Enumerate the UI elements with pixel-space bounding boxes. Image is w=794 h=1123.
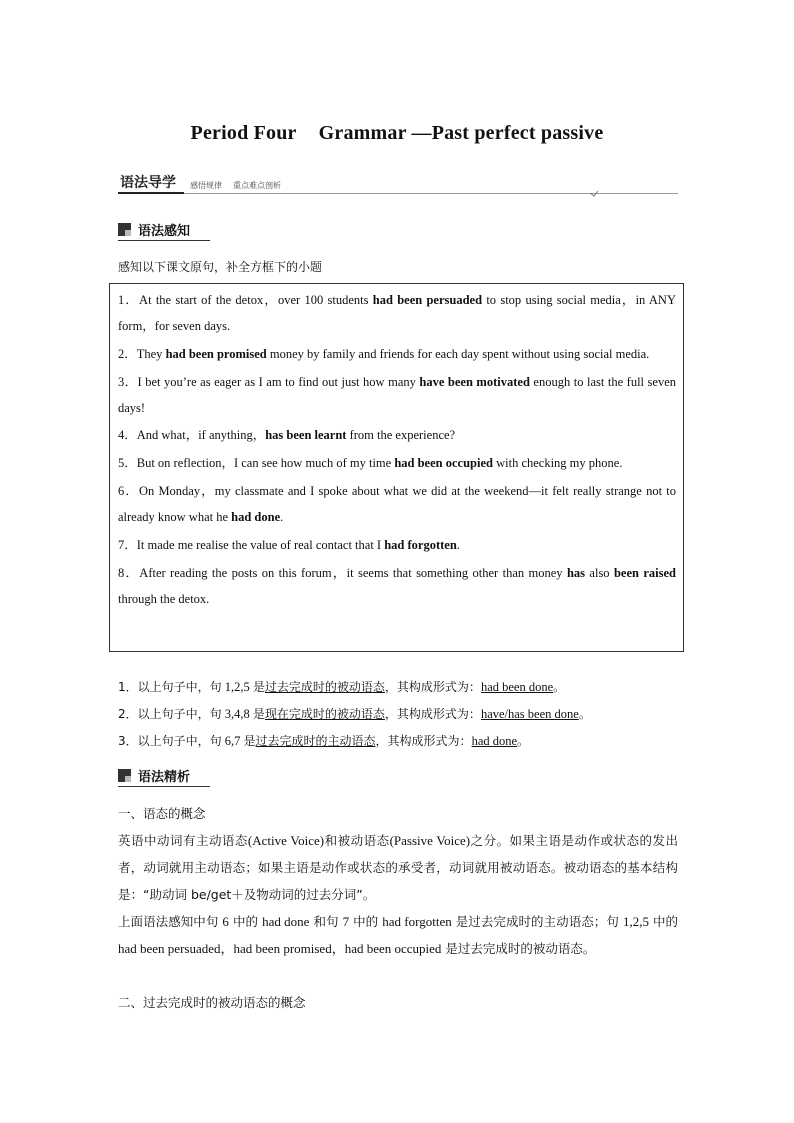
- example-sentence: 5．But on reflection，I can see how much of my time had been occupied with checking my phone.: [118, 456, 623, 471]
- question-item: 3．以上句子中，句 6,7 是过去完成时的主动语态，其构成形式为：had done。: [118, 734, 530, 748]
- example-sentence: 7．It made me realise the value of real contact that I had forgotten.: [118, 537, 460, 552]
- question-item: 1．以上句子中，句 1,2,5 是过去完成时的被动语态，其构成形式为：had been done。: [118, 680, 566, 694]
- banner-subtitle-2: 重点难点剖析: [233, 181, 281, 190]
- banner-subtitle-1: 感悟规律: [190, 181, 222, 190]
- answer-blank: 过去完成时的被动语态: [264, 680, 385, 694]
- section-underline: [118, 240, 210, 241]
- answer-blank: 现在完成时的被动语态: [264, 707, 385, 721]
- example-sentence: 1．At the start of the detox，over 100 students had been persuaded to stop using social media，in ANY form，for seven days.: [118, 293, 676, 333]
- answer-blank: have/has been done: [480, 707, 579, 721]
- section-square-icon: [118, 223, 131, 236]
- section-label: 语法感知: [138, 224, 191, 239]
- banner-rule-thick: [118, 192, 184, 194]
- example-sentence: 4．And what，if anything，has been learnt from the experience?: [118, 428, 456, 443]
- section-banner: [118, 172, 678, 196]
- title-part1: Period Four: [190, 122, 297, 144]
- paragraph-voice-concept: 英语中动词有主动语态(Active Voice)和被动语态(Passive Voice)之分。如果主语是动作或状态的发出者，动词就用主动语态；如果主语是动作或状态的承受者，动词就用被动语态。被动语态的基本结构是：“助动词 be/get＋及物动词的过去分词”。: [118, 833, 678, 902]
- section-heading-analysis: [118, 765, 210, 785]
- example-sentence: 8．After reading the posts on this forum，it seems that something other than money has also been raised through the detox.: [118, 565, 676, 606]
- section-label: 语法精析: [138, 770, 191, 785]
- example-sentence: 3．I bet you’re as eager as I am to find out just how many have been motivated enough to last the full seven days!: [118, 374, 676, 415]
- banner-rule-thin: [184, 193, 678, 194]
- intro-text: 感知以下课文原句，补全方框下的小题: [118, 260, 323, 274]
- example-sentence-box: [109, 283, 684, 652]
- section-square-icon: [118, 769, 131, 782]
- title-part2: Grammar —Past perfect passive: [318, 122, 604, 144]
- page-title: [0, 122, 794, 145]
- section-heading-perception: [118, 219, 210, 239]
- question-item: 2．以上句子中，句 3,4,8 是现在完成时的被动语态，其构成形式为：have/has been done。: [118, 707, 591, 721]
- answer-blank: had done: [471, 734, 518, 748]
- section-underline: [118, 786, 210, 787]
- subheading-voice-concept: 一、语态的概念: [118, 806, 206, 821]
- example-sentence: 2．They had been promised money by family and friends for each day spent without using social media.: [118, 346, 650, 361]
- banner-notch-icon: [590, 189, 598, 197]
- answer-blank: 过去完成时的主动语态: [255, 734, 376, 748]
- answer-blank: had been done: [480, 680, 554, 694]
- banner-title: 语法导学: [120, 175, 176, 191]
- example-sentence: 6．On Monday，my classmate and I spoke about what we did at the weekend—it felt really strange not to already know what he had done.: [118, 483, 676, 524]
- paragraph-example-analysis: 上面语法感知中句 6 中的 had done 和句 7 中的 had forgotten 是过去完成时的主动语态；句 1,2,5 中的 had been persuaded，had been promised，had been occupied 是过去完成时的被动语态。: [118, 914, 679, 956]
- subheading-past-perfect-passive: 二、过去完成时的被动语态的概念: [118, 995, 306, 1010]
